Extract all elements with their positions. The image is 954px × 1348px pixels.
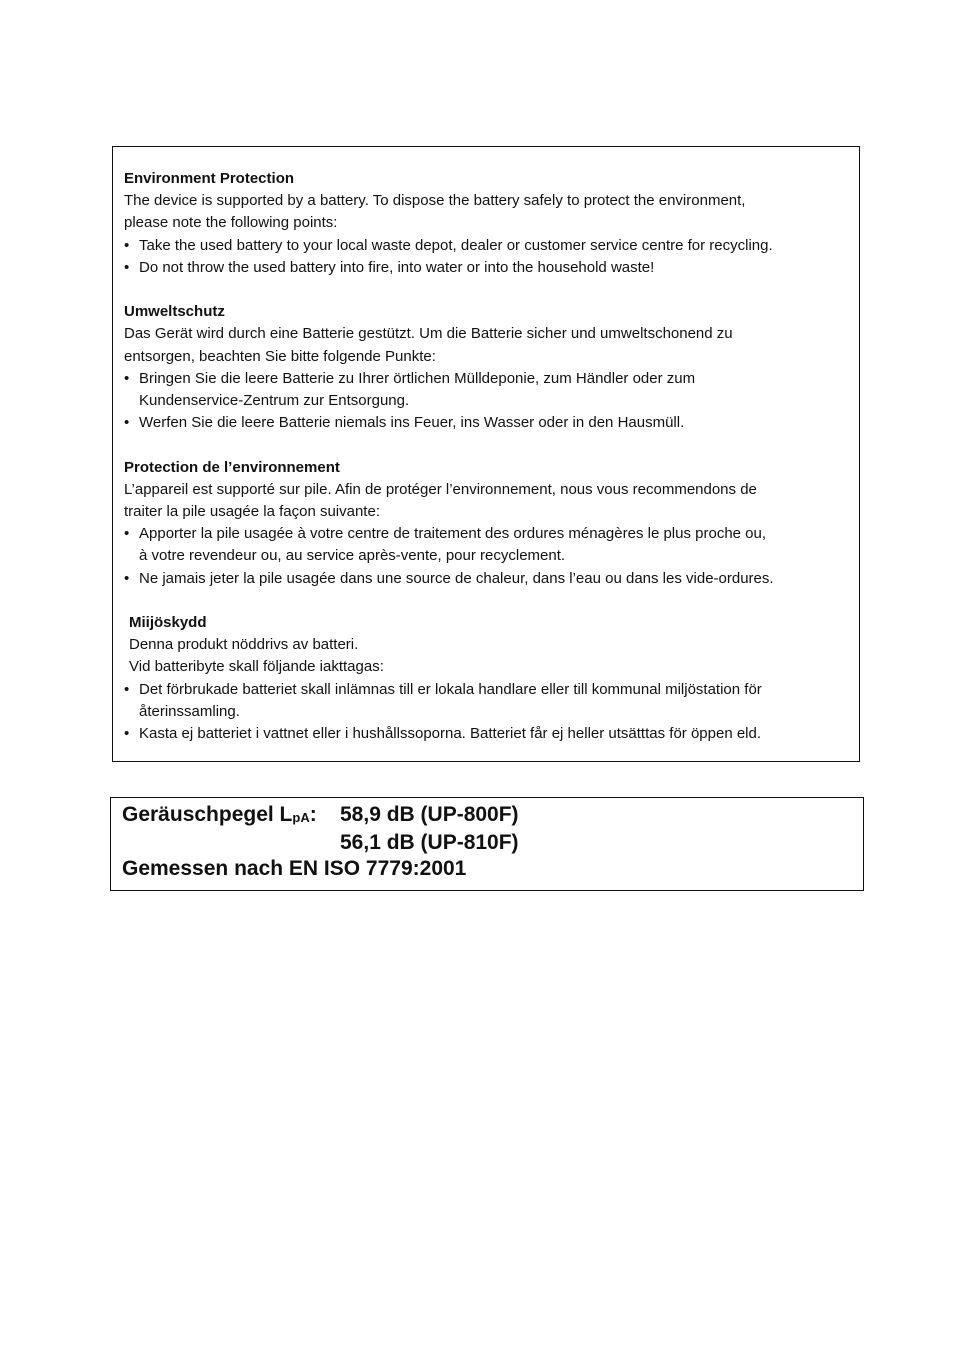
bullet-icon: • <box>124 369 130 387</box>
noise-label-colon: : <box>309 803 317 826</box>
bullet-list <box>124 679 848 746</box>
bullet-text-continued: à votre revendeur ou, au service après-vente, pour recyclement. <box>139 547 566 565</box>
bullet-item <box>124 412 848 434</box>
noise-row <box>122 802 851 830</box>
noise-row <box>122 830 851 856</box>
bullet-item <box>124 523 848 567</box>
paragraph-line: Denna produkt nöddrivs av batteri. <box>129 636 359 654</box>
bullet-item <box>124 723 848 745</box>
noise-value: 56,1 dB (UP-810F) <box>340 831 519 854</box>
noise-label-spacer <box>122 830 340 856</box>
noise-level-notice <box>110 797 864 891</box>
noise-label <box>122 802 340 830</box>
noise-row <box>122 856 851 882</box>
section-french <box>124 457 848 590</box>
section-swedish <box>124 612 848 745</box>
paragraph-line: Vid batteribyte skall följande iakttagas: <box>129 658 384 676</box>
paragraph-line: please note the following points: <box>124 214 338 232</box>
bullet-icon: • <box>124 525 130 543</box>
bullet-list <box>124 523 848 590</box>
paragraph-line: Das Gerät wird durch eine Batterie gestützt. Um die Batterie sicher und umweltschonend zu <box>124 325 733 343</box>
paragraph-line: L’appareil est supporté sur pile. Afin de protéger l’environnement, nous vous recommendons de <box>124 480 757 498</box>
bullet-icon: • <box>124 236 130 254</box>
paragraph-line: The device is supported by a battery. To dispose the battery safely to protect the environment, <box>124 192 746 210</box>
bullet-item <box>124 257 848 279</box>
bullet-text: Det förbrukade batteriet skall inlämnas till er lokala handlare eller till kommunal miljöstation för <box>139 680 762 698</box>
bullet-text: Ne jamais jeter la pile usagée dans une source de chaleur, dans l’eau ou dans les vide-ordures. <box>139 569 774 587</box>
bullet-icon: • <box>124 414 130 432</box>
bullet-list <box>124 368 848 435</box>
bullet-text: Kasta ej batteriet i vattnet eller i hushållssoporna. Batteriet får ej heller utsätttas för öppen eld. <box>139 725 762 743</box>
bullet-text: Apporter la pile usagée à votre centre de traitement des ordures ménagères le plus proche ou, <box>139 525 767 543</box>
environment-protection-notice <box>112 146 860 762</box>
measurement-standard: Gemessen nach EN ISO 7779:2001 <box>122 857 467 880</box>
noise-value: 58,9 dB (UP-800F) <box>340 803 519 826</box>
paragraph-line: entsorgen, beachten Sie bitte folgende Punkte: <box>124 347 436 365</box>
bullet-text: Werfen Sie die leere Batterie niemals ins Feuer, ins Wasser oder in den Hausmüll. <box>139 414 685 432</box>
section-english <box>124 168 848 279</box>
noise-label-subscript: pA <box>292 810 310 825</box>
bullet-icon: • <box>124 725 130 743</box>
bullet-text: Do not throw the used battery into fire, into water or into the household waste! <box>139 258 655 276</box>
bullet-icon: • <box>124 569 130 587</box>
bullet-icon: • <box>124 680 130 698</box>
bullet-item <box>124 679 848 723</box>
section-german <box>124 301 848 434</box>
bullet-item <box>124 568 848 590</box>
section-heading: Protection de l’environnement <box>124 458 340 476</box>
section-heading: Miijöskydd <box>129 614 207 632</box>
bullet-text: Bringen Sie die leere Batterie zu Ihrer örtlichen Mülldeponie, zum Händler oder zum <box>139 369 696 387</box>
noise-label-text: Geräuschpegel L <box>122 803 293 826</box>
bullet-text-continued: Kundenservice-Zentrum zur Entsorgung. <box>139 392 410 410</box>
paragraph-line: traiter la pile usagée la façon suivante: <box>124 503 380 521</box>
bullet-item <box>124 368 848 412</box>
bullet-item <box>124 235 848 257</box>
bullet-icon: • <box>124 258 130 276</box>
section-heading: Environment Protection <box>124 170 295 187</box>
bullet-text-continued: återinssamling. <box>139 702 240 720</box>
bullet-text: Take the used battery to your local waste depot, dealer or customer service centre for recycling. <box>139 236 773 254</box>
bullet-list <box>124 235 848 279</box>
section-heading: Umweltschutz <box>124 303 225 321</box>
